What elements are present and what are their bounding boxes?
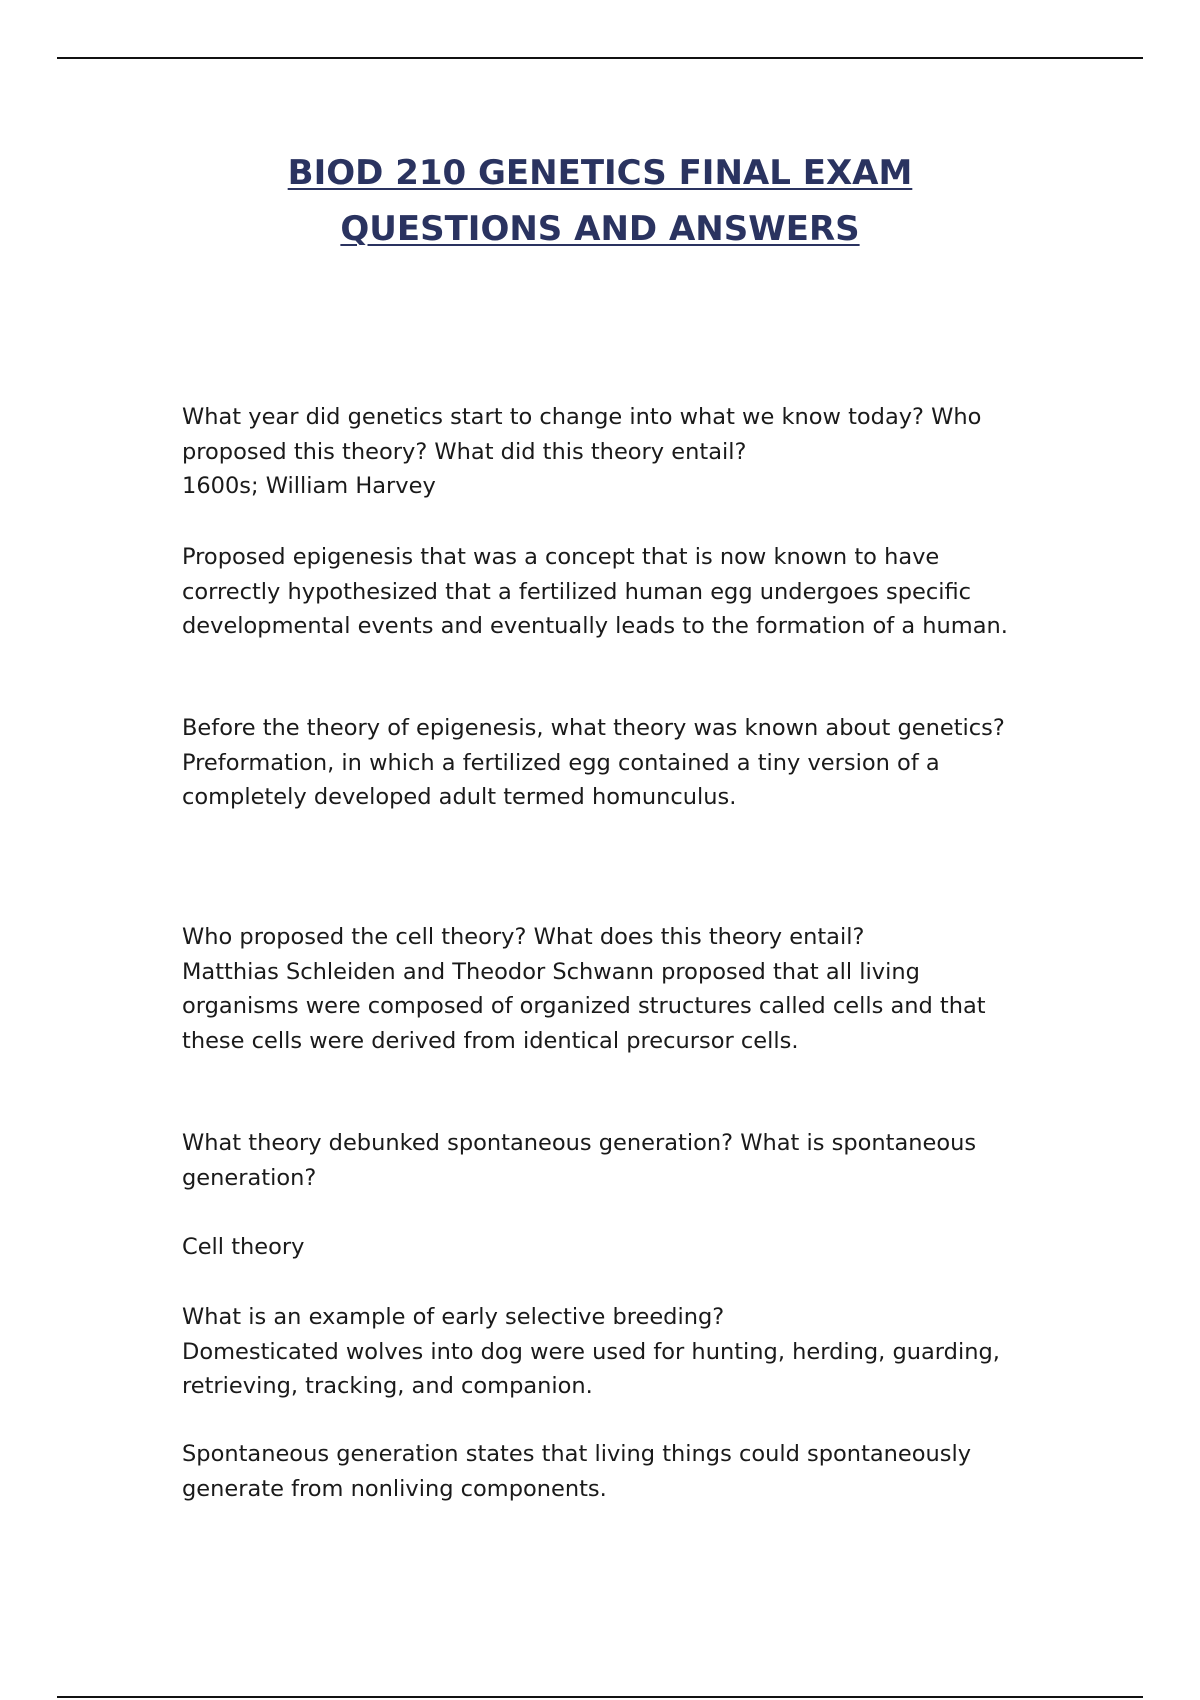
text-line: these cells were derived from identical precursor cells.	[182, 1027, 799, 1054]
qa-block	[182, 711, 1005, 815]
text-line: organisms were composed of organized structures called cells and that	[182, 993, 986, 1019]
text-line: Proposed epigenesis that was a concept that is now known to have	[182, 544, 940, 570]
text-line: Matthias Schleiden and Theodor Schwann proposed that all living	[182, 958, 920, 985]
text-line: retrieving, tracking, and companion.	[182, 1373, 593, 1399]
title-line-2: QUESTIONS AND ANSWERS	[340, 209, 860, 249]
document-title	[0, 145, 1200, 257]
text-line: Spontaneous generation states that living things could spontaneously	[182, 1441, 972, 1467]
qa-block	[182, 400, 981, 504]
text-line: Who proposed the cell theory? What does this theory entail?	[182, 924, 865, 950]
bottom-rule	[57, 1696, 1143, 1698]
title-line-1: BIOD 210 GENETICS FINAL EXAM	[287, 153, 913, 193]
text-line: What is an example of early selective breeding?	[182, 1304, 725, 1330]
text-line: developmental events and eventually leads to the formation of a human.	[182, 613, 1008, 639]
top-rule	[57, 57, 1143, 59]
qa-block	[182, 920, 986, 1058]
qa-block	[182, 1230, 304, 1265]
text-line: What year did genetics start to change into what we know today? Who	[182, 404, 982, 430]
text-line: Cell theory	[182, 1234, 305, 1260]
qa-block	[182, 1300, 1000, 1404]
text-line: Domesticated wolves into dog were used for hunting, herding, guarding,	[182, 1338, 1000, 1365]
text-line: What theory debunked spontaneous generation? What is spontaneous	[182, 1130, 977, 1156]
text-line: generate from nonliving components.	[182, 1475, 607, 1502]
text-line: completely developed adult termed homunculus.	[182, 784, 737, 810]
text-line: proposed this theory? What did this theory entail?	[182, 438, 747, 465]
text-line: correctly hypothesized that a fertilized human egg undergoes specific	[182, 578, 972, 605]
qa-block	[182, 1437, 971, 1506]
qa-block	[182, 540, 1008, 644]
text-line: Preformation, in which a fertilized egg contained a tiny version of a	[182, 749, 940, 776]
text-line: Before the theory of epigenesis, what theory was known about genetics?	[182, 715, 1005, 741]
text-line: 1600s; William Harvey	[182, 473, 436, 499]
text-line: generation?	[182, 1164, 317, 1191]
qa-block	[182, 1126, 976, 1195]
